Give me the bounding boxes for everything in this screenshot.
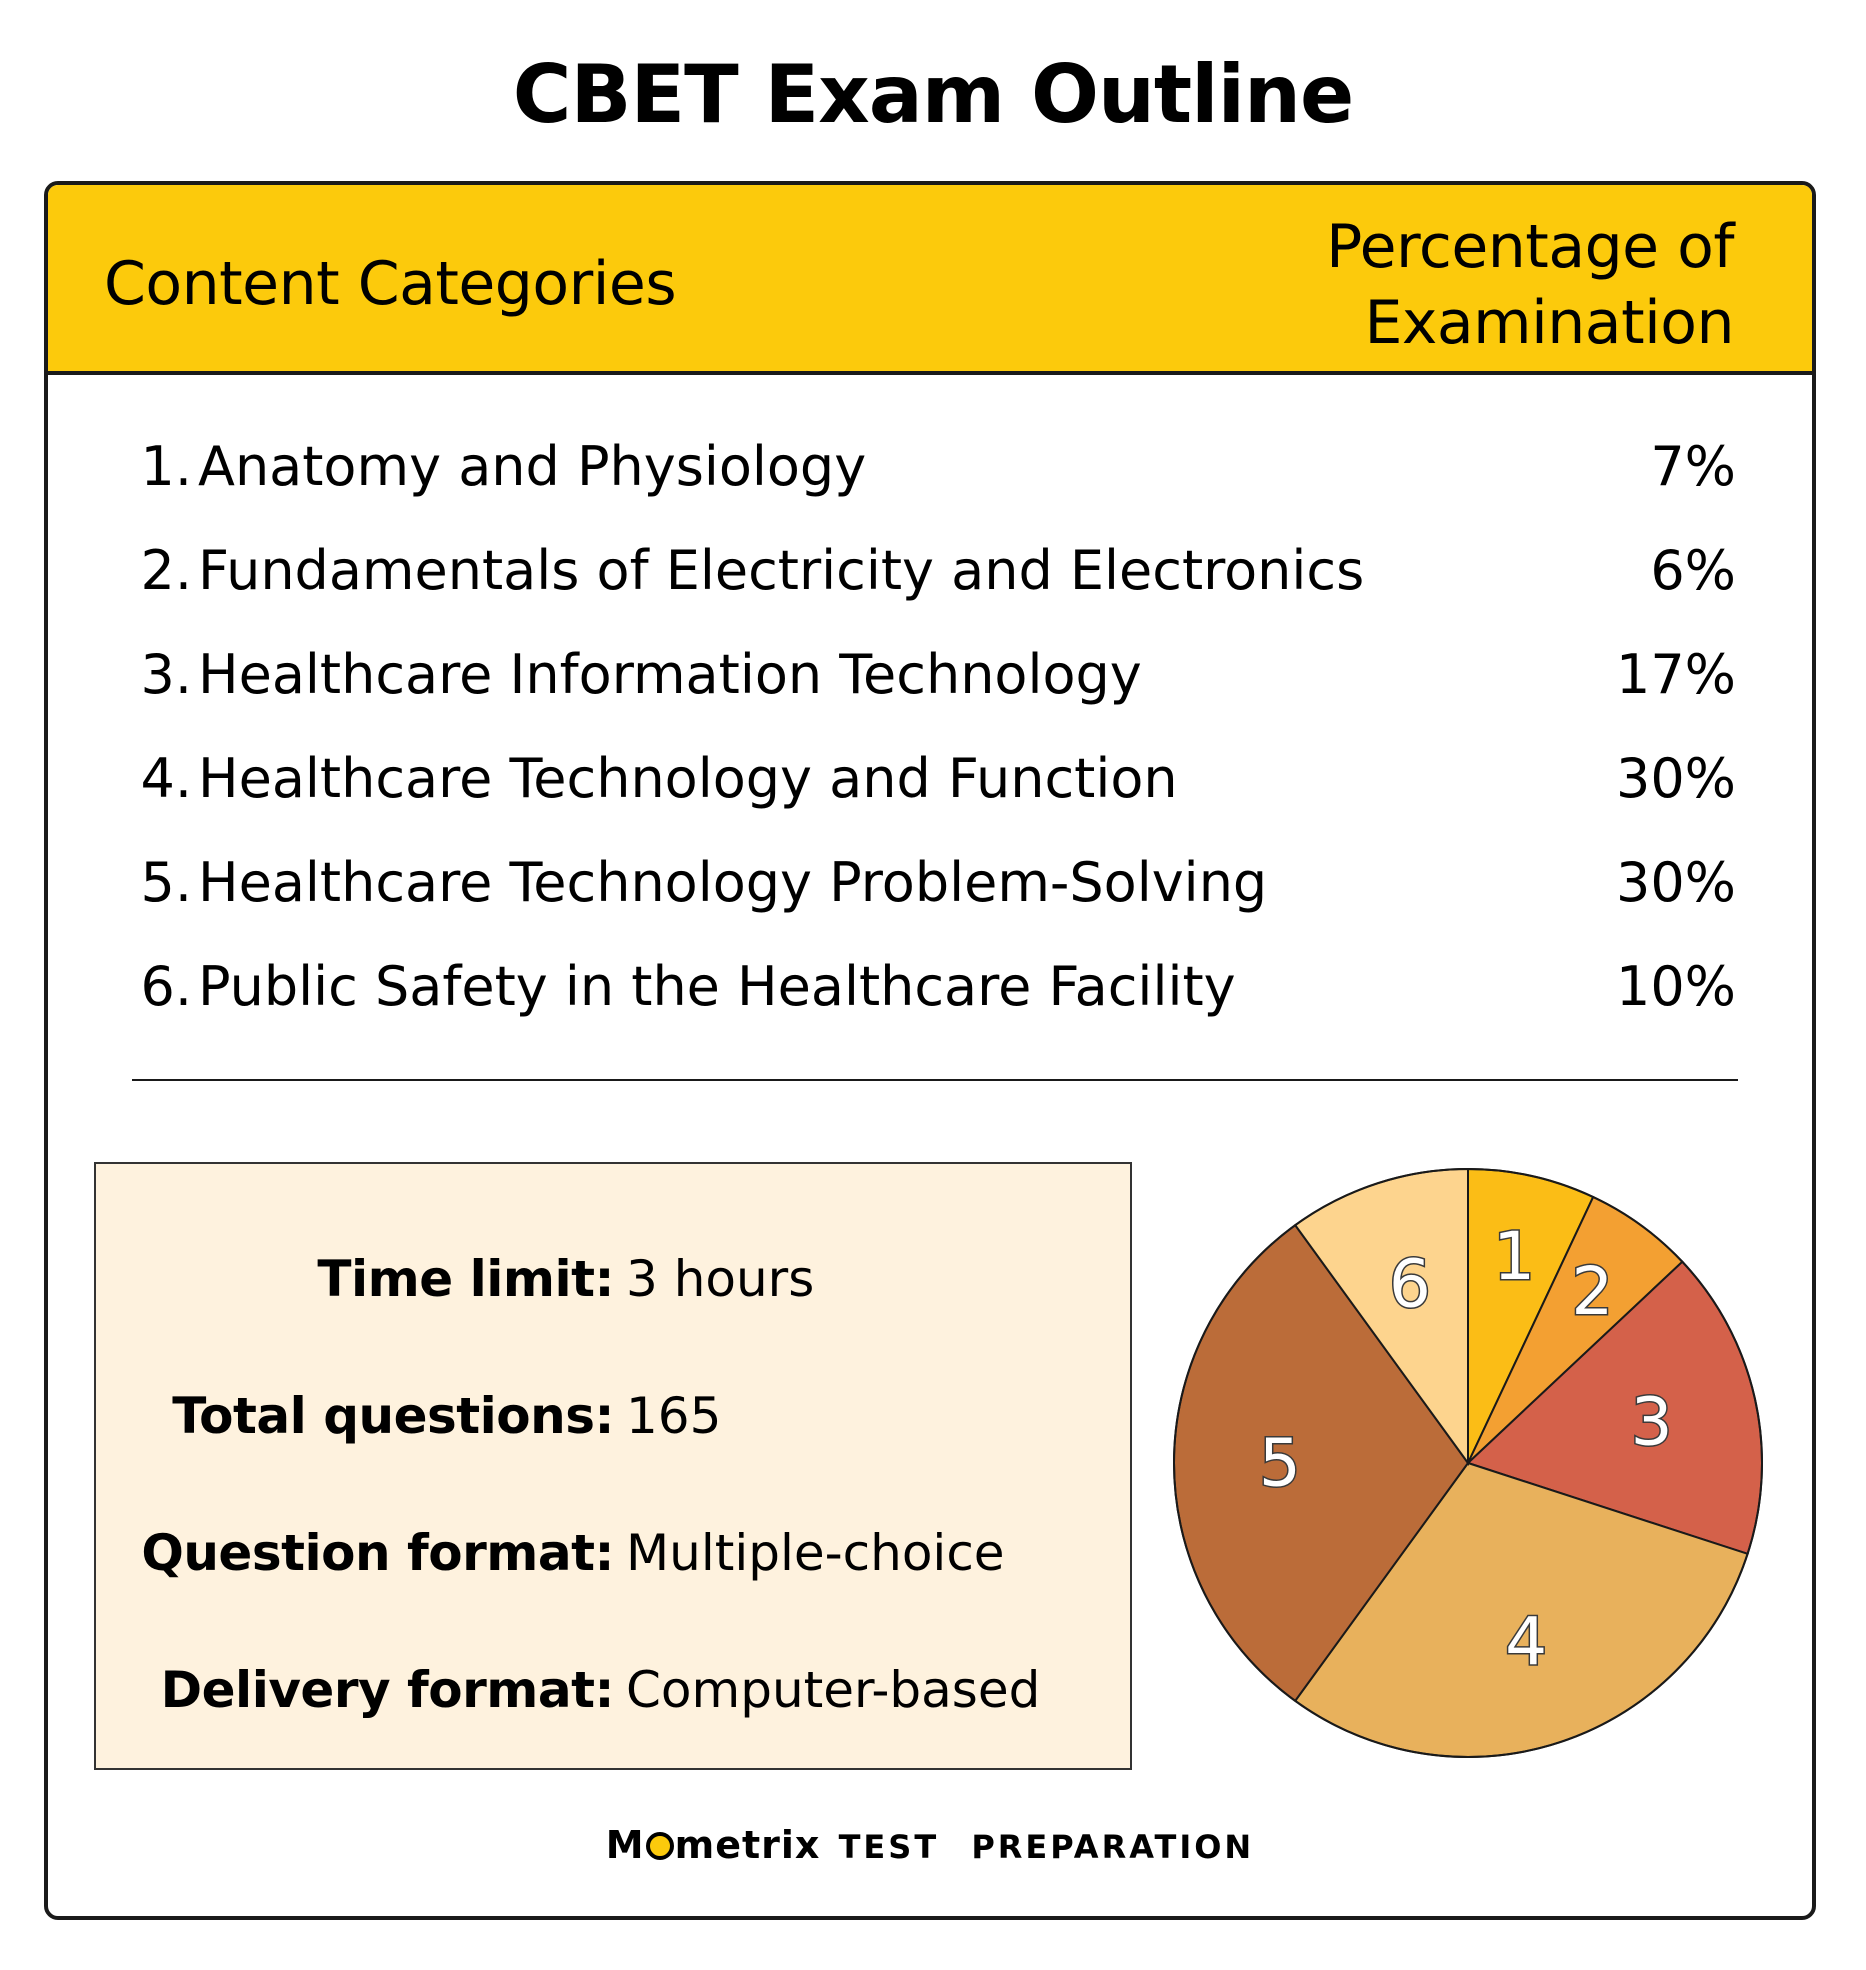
info-label: Delivery format: — [160, 1661, 614, 1719]
info-label: Total questions: — [172, 1387, 614, 1445]
category-row — [48, 417, 1812, 521]
pie-label-5: 5 — [1258, 1424, 1301, 1502]
category-percentage: 30% — [1615, 747, 1736, 810]
category-percentage: 30% — [1615, 851, 1736, 914]
info-row-delivery-format — [96, 1650, 1130, 1730]
footer-test: TEST — [838, 1828, 940, 1866]
header-content-categories: Content Categories — [104, 249, 677, 319]
category-name: Public Safety in the Healthcare Facility — [198, 955, 1236, 1018]
category-row — [48, 937, 1812, 1041]
category-number: 4. — [140, 747, 192, 810]
category-percentage: 17% — [1615, 643, 1736, 706]
info-row-question-format — [96, 1513, 1130, 1593]
category-name: Anatomy and Physiology — [198, 435, 867, 498]
exam-pie-chart — [1168, 1163, 1768, 1763]
footer-logo — [48, 1820, 1812, 1872]
info-row-time-limit — [96, 1239, 1130, 1319]
brand-end: metrix — [674, 1823, 821, 1867]
category-number: 5. — [140, 851, 192, 914]
info-value: 165 — [626, 1387, 722, 1445]
category-row — [48, 833, 1812, 937]
category-row — [48, 625, 1812, 729]
table-header — [48, 185, 1812, 375]
brand-start: M — [605, 1823, 645, 1867]
exam-outline-card — [44, 181, 1816, 1920]
header-percentage-line2: Examination — [1364, 288, 1734, 358]
info-value: Computer-based — [626, 1661, 1041, 1719]
mometrix-brand — [606, 1823, 821, 1867]
pie-label-2: 2 — [1571, 1253, 1614, 1331]
pie-label-3: 3 — [1630, 1383, 1673, 1461]
category-percentage: 10% — [1615, 955, 1736, 1018]
category-name: Healthcare Technology Problem-Solving — [198, 851, 1268, 914]
category-row — [48, 729, 1812, 833]
category-name: Healthcare Information Technology — [198, 643, 1142, 706]
category-number: 6. — [140, 955, 192, 1018]
category-number: 3. — [140, 643, 192, 706]
header-percentage — [1174, 209, 1734, 361]
checkmark-o-icon — [646, 1832, 674, 1860]
header-percentage-line1: Percentage of — [1326, 212, 1734, 282]
info-value: Multiple-choice — [626, 1524, 1005, 1582]
category-list — [48, 417, 1812, 1041]
section-divider — [132, 1079, 1738, 1081]
info-label: Question format: — [141, 1524, 614, 1582]
category-row — [48, 521, 1812, 625]
info-row-total-questions — [96, 1376, 1130, 1456]
category-number: 2. — [140, 539, 192, 602]
category-name: Healthcare Technology and Function — [198, 747, 1178, 810]
pie-label-4: 4 — [1505, 1603, 1548, 1681]
category-name: Fundamentals of Electricity and Electronics — [198, 539, 1365, 602]
category-number: 1. — [140, 435, 192, 498]
footer-preparation: PREPARATION — [971, 1828, 1255, 1866]
info-label: Time limit: — [317, 1250, 614, 1308]
exam-info-box — [94, 1162, 1132, 1770]
info-value: 3 hours — [626, 1250, 815, 1308]
category-percentage: 7% — [1650, 435, 1736, 498]
pie-label-6: 6 — [1388, 1245, 1431, 1323]
category-percentage: 6% — [1650, 539, 1736, 602]
pie-label-1: 1 — [1493, 1217, 1536, 1295]
page-title: CBET Exam Outline — [512, 48, 1354, 141]
